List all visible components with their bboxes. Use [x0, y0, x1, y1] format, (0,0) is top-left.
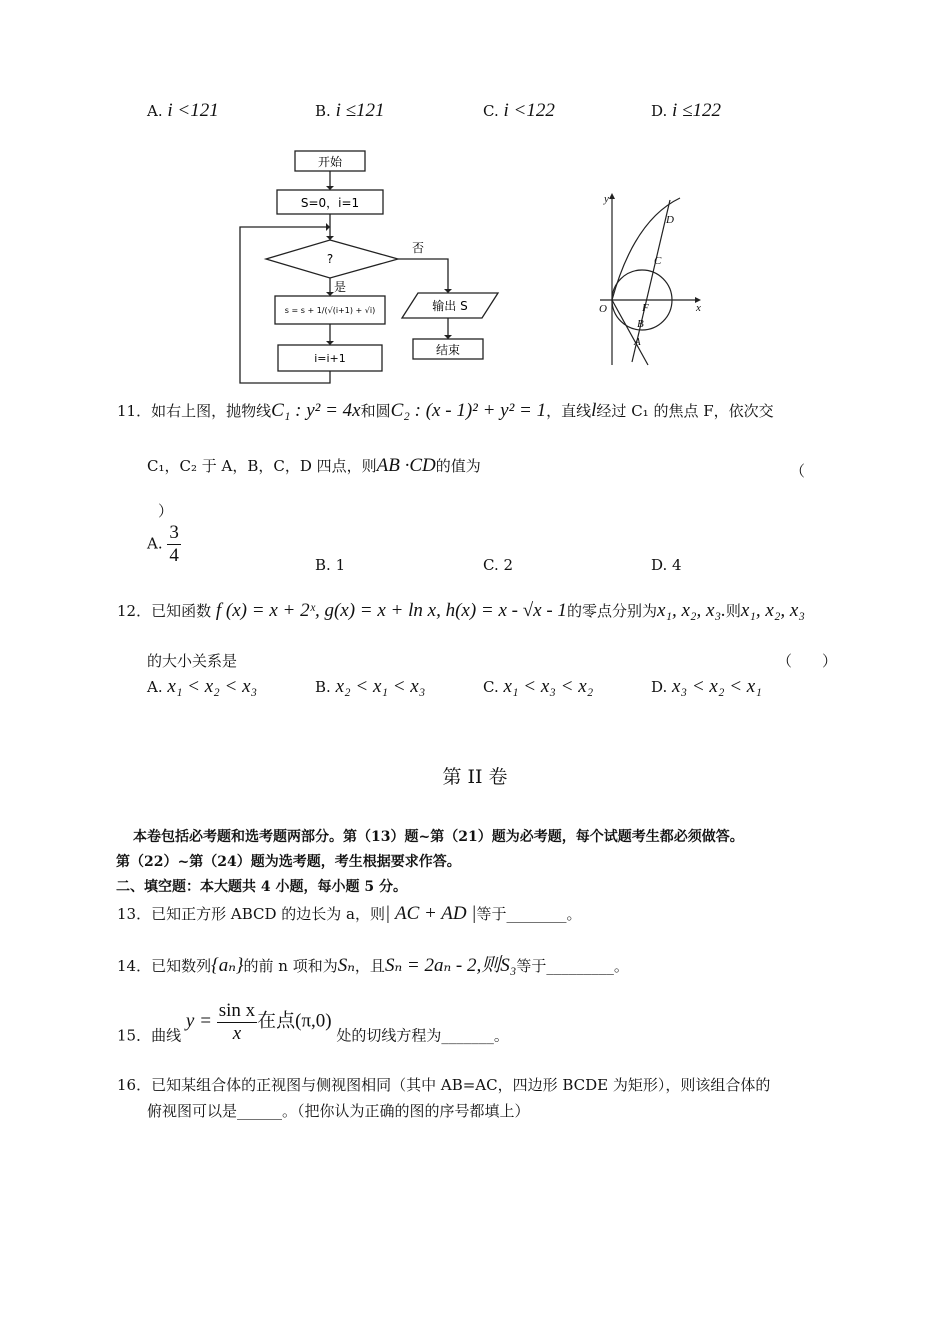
q12-option-b: B. x₂ < x₁ < x₃	[315, 676, 426, 697]
flowchart-decision-text: ?	[326, 252, 334, 266]
flowchart-end-text: 结束	[435, 343, 461, 357]
q10-option-c: C. i <122	[483, 100, 555, 121]
question-11-line2: C₁，C₂ 于 A，B，C，D 四点，则AB ·CD的值为	[147, 455, 481, 476]
question-14: 14．已知数列{aₙ}的前 n 项和为Sₙ，且Sₙ = 2aₙ - 2,则S₃等于_________。	[117, 955, 629, 976]
part-2-title: 第 II 卷	[442, 766, 508, 788]
section-fill-in-heading: 二、填空题：本大题共 4 小题，每小题 5 分。	[116, 879, 407, 895]
question-13: 13．已知正方形 ABCD 的边长为 a，则| AC + AD |等于________。	[117, 903, 582, 924]
q11-paren-close: ）	[158, 502, 174, 520]
q12-option-a: A. x₁ < x₂ < x₃	[147, 676, 258, 697]
point-b-label: B	[637, 318, 644, 330]
question-15: 15．曲线 y = $\frac{\text{sin x}}{x}$ 在点(π,0) 处的切线方程为_______。	[117, 1000, 509, 1045]
q11-option-b: B. 1	[315, 556, 346, 574]
question-12-line1: 12．已知函数 f (x) = x + 2ˣ, g(x) = x + ln x, h(x) = x - √x - 1的零点分别为x₁, x₂, x₃.则x₁, x₂, x₃	[117, 600, 805, 621]
question-11-line1: 11．如右上图，抛物线C₁ : y² = 4x和圆C₂ : (x - 1)² + y² = 1，直线l经过 C₁ 的焦点 F，依次交	[117, 400, 774, 421]
q10-option-d: D. i ≤122	[651, 100, 722, 121]
q10-option-a: A. i <121	[147, 100, 219, 121]
q10-option-b: B. i ≤121	[315, 100, 385, 121]
flowchart-init-text: S=0，i=1	[300, 196, 360, 210]
fraction: $\frac{\text{sin x}}{x}$	[218, 1000, 256, 1044]
question-16-line2: 俯视图可以是______。（把你认为正确的图的序号都填上）	[147, 1102, 530, 1120]
flowchart-yes-label: 是	[334, 280, 347, 294]
question-12-line2: 的大小关系是	[147, 652, 238, 670]
q12-paren: （ ）	[777, 652, 838, 670]
x-axis-label: x	[696, 302, 701, 314]
point-a-label: A	[634, 336, 641, 348]
q12-option-c: C. x₁ < x₃ < x₂	[483, 676, 594, 697]
point-c-label: C	[654, 255, 662, 267]
flowchart-body-text: s = s + 1/(√(i+1) + √i)	[284, 306, 376, 315]
fraction: $\frac{3}{4}$	[169, 522, 179, 566]
q12-option-d: D. x₃ < x₂ < x₁	[651, 676, 762, 697]
q11-option-d: D. 4	[651, 556, 682, 574]
point-d-label: D	[666, 214, 674, 226]
question-16-line1: 16．已知某组合体的正视图与侧视图相同（其中 AB=AC，四边形 BCDE 为矩形），则该组合体的	[117, 1076, 771, 1094]
flowchart	[230, 145, 520, 390]
flowchart-output-text: 输出 S	[432, 299, 468, 313]
q11-option-c: C. 2	[483, 556, 514, 574]
q11-paren-open: （	[790, 462, 806, 480]
flowchart-start-text: 开始	[317, 155, 343, 169]
point-f-label: F	[642, 302, 649, 314]
part-2-intro-line1: 本卷包括必考题和选考题两部分。第（13）题~第（21）题为必考题，每个试题考生都必须做答。	[133, 829, 744, 845]
y-axis-label: y	[604, 193, 609, 205]
part-2-intro-line2: 第（22）~第（24）题为选考题，考生根据要求作答。	[116, 854, 461, 870]
flowchart-no-label: 否	[412, 241, 425, 255]
flowchart-incr-text: i=i+1	[314, 352, 346, 365]
q11-option-a: A. $\frac{3}{4}$	[147, 522, 179, 566]
origin-label: O	[599, 303, 607, 315]
parabola-circle-graph	[590, 190, 715, 370]
